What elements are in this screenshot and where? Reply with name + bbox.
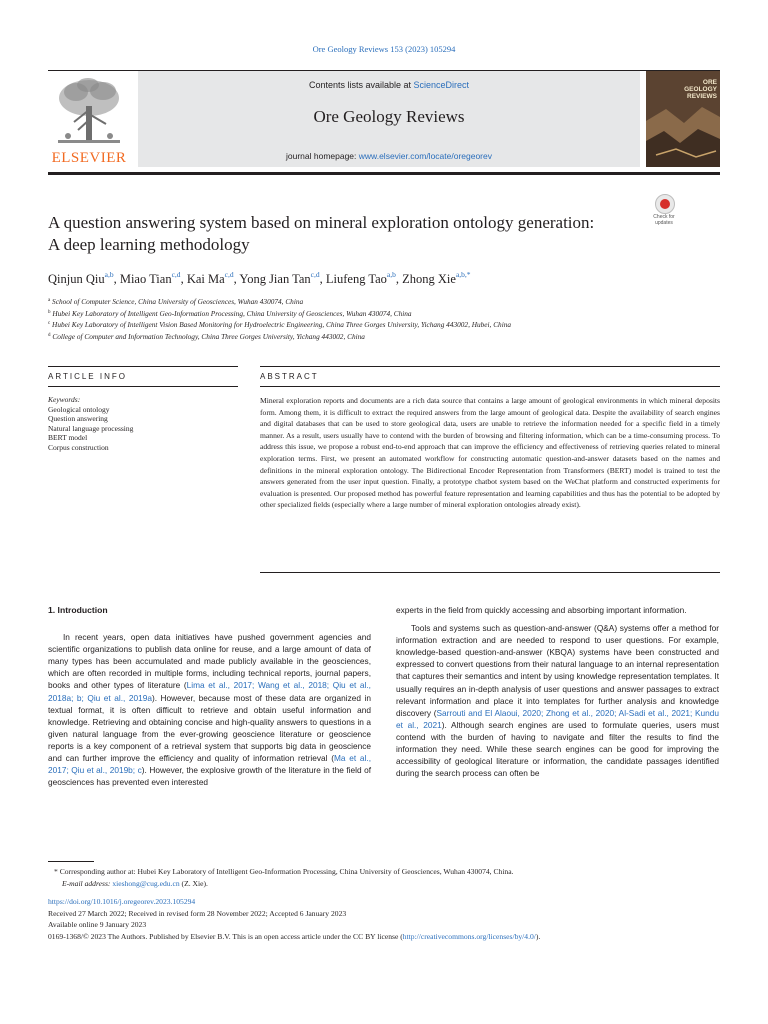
intro-paragraph-1	[48, 631, 371, 788]
citation-link[interactable]: Sarrouti and El Alaoui, 2020; Zhong et al., 2020; Al-Sadi et al., 2021; Kundu et al., 2021	[396, 707, 719, 730]
check-for-updates-icon	[655, 194, 675, 214]
homepage-link[interactable]: www.elsevier.com/locate/oregeorev	[358, 151, 492, 161]
abstract-bottom-rule	[260, 572, 720, 573]
author-separator: ,	[233, 272, 240, 286]
article-info-heading: ARTICLE INFO	[48, 372, 127, 381]
affiliation-item	[48, 331, 720, 343]
footnotes	[48, 866, 720, 889]
license-line	[48, 931, 738, 943]
paragraph-text: In recent years, open data initiatives have pushed government agencies and scientific organizations to publish data online for reuse, and a large amount of data of many types has been accumulated and made publicly available in the geosciences, which are often recorded in multiple forms, including technical reports, journal papers, books and other types of literature (	[48, 632, 371, 691]
affiliation-text: Hubei Key Laboratory of Intelligent Geo-Information Processing, China University of Geosciences, Wuhan 430074, China	[50, 308, 412, 318]
author-separator: ,	[180, 272, 187, 286]
check-for-updates-label: Check for updates	[653, 214, 675, 226]
author-name: Liufeng Tao	[325, 272, 387, 286]
masthead-bottom-rule	[48, 172, 720, 175]
keyword-item: BERT model	[48, 433, 88, 443]
author-separator: ,	[395, 272, 403, 286]
keyword-item: Corpus construction	[48, 442, 109, 452]
elsevier-wordmark: ELSEVIER	[51, 150, 127, 166]
author-list	[48, 270, 471, 287]
keyword-item: Question answering	[48, 414, 108, 424]
email-suffix: (Z. Xie).	[179, 878, 208, 888]
journal-name: Ore Geology Reviews	[313, 107, 465, 126]
abstract-heading: ABSTRACT	[260, 372, 319, 381]
homepage-line	[138, 151, 640, 161]
affiliation-mark: b	[48, 309, 51, 315]
footnote-rule	[48, 861, 94, 862]
keyword-list	[48, 405, 238, 453]
license-suffix: ).	[535, 931, 541, 941]
section-heading-introduction: 1. Introduction	[48, 605, 108, 615]
intro-paragraph-2	[396, 622, 719, 779]
paragraph-text: ). However, the explosive growth of the literature in the field of geosciences has prevented even interested	[48, 765, 372, 788]
author-separator: ,	[113, 272, 120, 286]
email-label: E-mail address:	[62, 878, 113, 888]
contents-prefix: Contents lists available at	[308, 80, 414, 90]
cover-title: ORE GEOLOGY REVIEWS	[684, 79, 717, 100]
article-info-rule-lower	[48, 386, 238, 387]
author-affiliation-marks[interactable]: a,b,*	[455, 270, 471, 279]
author-affiliation-marks[interactable]: a,b	[386, 270, 396, 279]
affiliation-item	[48, 308, 720, 320]
intro-paragraph-1-continued: experts in the field from quickly accessing and absorbing important information.	[396, 605, 687, 615]
journal-header-panel	[138, 71, 640, 167]
author-name: Kai Ma	[186, 272, 225, 286]
author-affiliation-marks[interactable]: c,d	[310, 270, 320, 279]
author-name: Zhong Xie	[402, 272, 456, 286]
citation-link[interactable]: Ma et al., 2017; Qiu et al., 2019b; c	[48, 753, 371, 776]
affiliation-mark: c	[48, 321, 51, 326]
email-link[interactable]: xieshong@cug.edu.cn	[112, 878, 180, 888]
doi-link[interactable]: https://doi.org/10.1016/j.oregeorev.2023.105294	[48, 897, 196, 906]
article-title: A question answering system based on mineral exploration ontology generation: A deep learning methodology	[48, 213, 595, 254]
abstract-text: Mineral exploration reports and documents are a rich data source that contains a large amount of geological environments in which mineral deposits form. Among them, it is difficult to extract the required answers from the large amount of geological data. Despite the availability of search engines and digital databases that can be used to store geological data, users are unable to retrieve the information needed for a specific field in a timely manner. As a result, users usually have to contend with the burden of browsing and filtering information, which can be a time-consuming process. To address this issue, we propose a robust end-to-end approach that can improve the efficiency and effectiveness of retrieving queries related to mineral exploration terms. First, we present an automated workflow for constructing automatic question-and-answer datasets based on the names and definitions in the mineral exploration ontology. The Bidirectional Encoder Representation from Transformers (BERT) model is trained to test the answers generated from the user input question. Finally, a prototype chatbot system based on the WeChat platform and constructed experiments for evaluation is presented. Our proposed method has powerful feature representation and learning capabilities and thus has the potential to be adopted by other specialized fields (especially where a large number of mineral exploration ontologies already exist).	[260, 396, 720, 510]
publication-info	[48, 896, 738, 942]
affiliation-item	[48, 296, 720, 308]
license-prefix: 0169-1368/© 2023 The Authors. Published by Elsevier B.V. This is an open access article under the CC BY license (	[48, 931, 403, 941]
author-affiliation-marks[interactable]: c,d	[171, 270, 181, 279]
received-dates: Received 27 March 2022; Received in revised form 28 November 2022; Accepted 6 January 2023	[48, 908, 347, 918]
paragraph-text: ). However, because most of these data are organized in textual format, it is often difficult to retrieve and obtain useful information and knowledge. Retrieving and obtaining concise and high-quality answers to questions in a given natural language from the ever-growing geoscience literature or geoscience reports is a key component of a retrieval system that supports big data in geoscience and can further improve the efficiency and quality of information retrieval (	[48, 692, 371, 764]
affiliation-mark: a	[48, 298, 51, 303]
affiliation-text: School of Computer Science, China University of Geosciences, Wuhan 430074, China	[50, 297, 304, 306]
keyword-item: Geological ontology	[48, 404, 110, 414]
keywords-label: Keywords:	[48, 395, 81, 404]
abstract-rule-lower	[260, 386, 720, 387]
author-affiliation-marks[interactable]: a,b	[104, 270, 114, 279]
paragraph-text: ). Although search engines are used to formulate queries, users must contend with the burden of having to navigate and filter the results to find the information they need. While these search engines can be good for improving the accessibility of geological literature or information, the candidate passages identified during the search process can often be	[396, 719, 720, 779]
corresponding-author-note: * Corresponding author at: Hubei Key Laboratory of Intelligent Geo-Information Processing, China University of Geosciences, Wuhan 430074, China.	[54, 867, 514, 876]
affiliation-mark: d	[48, 332, 51, 338]
keyword-item: Natural language processing	[48, 423, 134, 433]
affiliation-list	[48, 296, 720, 342]
author-name: Miao Tian	[119, 272, 172, 286]
homepage-prefix: journal homepage:	[285, 151, 359, 161]
contents-line	[138, 80, 640, 90]
body-column-left	[48, 604, 371, 788]
body-column-right	[396, 604, 719, 779]
journal-citation-link[interactable]: Ore Geology Reviews 153 (2023) 105294	[312, 44, 456, 54]
paragraph-text: Tools and systems such as question-and-answer (Q&A) systems offer a method for information extraction and are needed to respond to user questions. For example, knowledge-based question-and-answer (KBQA) systems have been constructed and expressed to convert questions from their natural language to an internal representation that captures their semantics and intent by using knowledge representation templates. It usually requires an in-depth analysis of user questions and answer passages to extract relevant information and place it into templates for further analysis and knowledge discovery (	[396, 623, 719, 718]
abstract-rule	[260, 366, 720, 367]
check-for-updates-badge[interactable]	[650, 194, 678, 230]
license-link[interactable]: http://creativecommons.org/licenses/by/4.0/	[402, 931, 536, 941]
affiliation-item	[48, 319, 720, 331]
author-separator: ,	[319, 272, 326, 286]
citation-link[interactable]: Lima et al., 2017; Wang et al., 2018; Qiu et al., 2018a; b; Qiu et al., 2019a	[48, 680, 371, 703]
author-affiliation-marks[interactable]: c,d	[224, 270, 234, 279]
email-line	[48, 878, 720, 890]
journal-cover-image	[646, 71, 720, 167]
article-info-rule	[48, 366, 238, 367]
sciencedirect-link[interactable]: ScienceDirect	[413, 80, 470, 90]
author-name: Qinjun Qiu	[48, 272, 105, 286]
author-name: Yong Jian Tan	[239, 272, 311, 286]
affiliation-text: Hubei Key Laboratory of Intelligent Vision Based Monitoring for Hydroelectric Engineering, China Three Gorges University, Yichang 443002, Hubei, China	[50, 320, 512, 329]
affiliation-text: College of Computer and Information Technology, China Three Gorges University, Yichang 443002, China	[50, 331, 365, 341]
keywords-block	[48, 395, 238, 453]
available-online: Available online 9 January 2023	[48, 920, 147, 930]
